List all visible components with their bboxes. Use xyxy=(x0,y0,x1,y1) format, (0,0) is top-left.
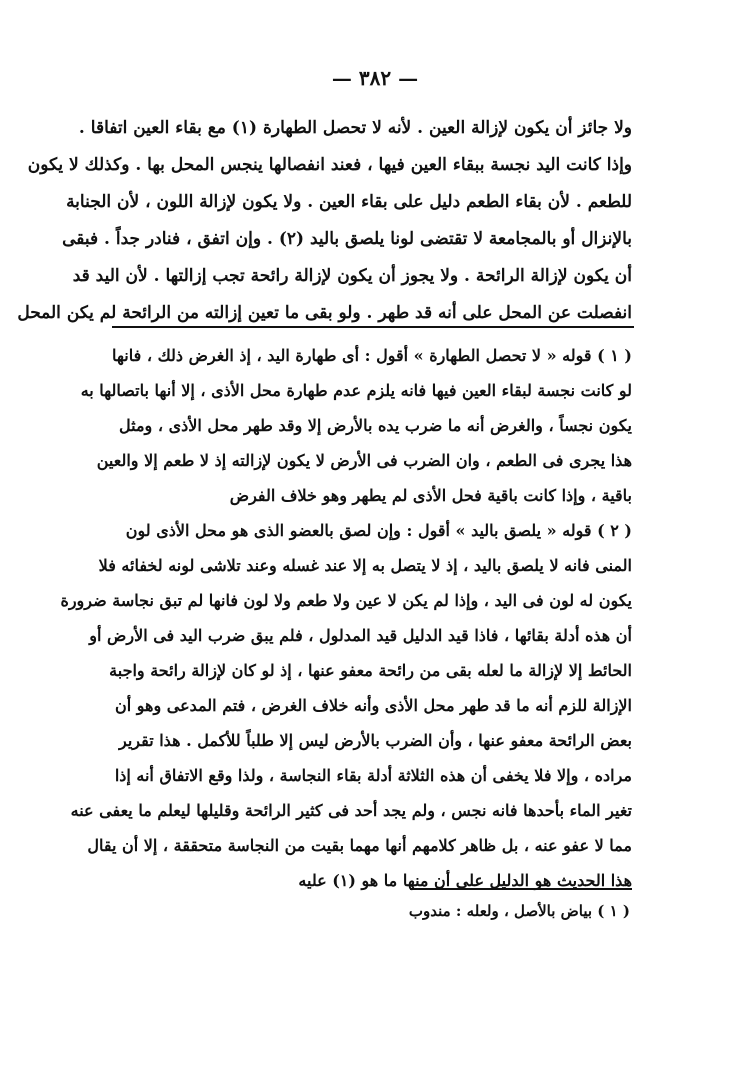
commentary-notes xyxy=(60,338,632,898)
section-divider xyxy=(112,326,634,328)
commentary-line: أن هذه أدلة بقائها ، فاذا قيد الدليل قيد المدلول ، فلم يبق ضرب اليد فى الأرض أو xyxy=(89,626,632,645)
commentary-line: بعض الرائحة معفو عنها ، وأن الضرب بالأرض ليس إلا طلباً للأكمل . هذا تقرير xyxy=(119,731,632,750)
commentary-line: باقية ، وإذا كانت باقية فحل الأذى لم يطهر وهو خلاف الفرض xyxy=(229,486,632,505)
commentary-line: هذا الحديث هو الدليل على أن منها ما هو (١) عليه xyxy=(298,871,632,890)
commentary-line: يكون له لون فى اليد ، وإذا لم يكن لا عين ولا طعم ولا لون فانها لم تبق نجاسة ضرورة xyxy=(60,591,632,610)
commentary-line: ( ١ ) قوله « لا تحصل الطهارة » أقول : أى طهارة اليد ، إذ الغرض ذلك ، فانها xyxy=(112,346,632,365)
commentary-line: المنى فانه لا يلصق باليد ، إذ لا يتصل به إلا عند غسله وعند تلاشى لونه لخفائه فلا xyxy=(98,556,632,575)
commentary-line: مراده ، وإلا فلا يخفى أن هذه الثلاثة أدلة بقاء النجاسة ، ولذا وقع الاتفاق أنه إذا xyxy=(114,766,632,785)
main-text-line: بالإنزال أو بالمجامعة لا تقتضى لونا يلصق باليد (٢) . وإن اتفق ، فنادر جداً . فبقى xyxy=(62,229,632,249)
main-text-line: ولا جائز أن يكون لإزالة العين . لأنه لا تحصل الطهارة (١) مع بقاء العين اتفاقا . xyxy=(78,118,632,138)
commentary-line: الإزالة للزم أنه ما قد طهر محل الأذى وأنه خلاف الغرض ، فتم المدعى وهو أن xyxy=(115,696,632,715)
footnote: ( ١ ) بياض بالأصل ، ولعله : مندوب xyxy=(408,902,630,920)
commentary-line: الحائط إلا لإزالة ما لعله بقى من رائحة معفو عنها ، إذ لو كان لإزالة رائحة واجبة xyxy=(109,661,632,680)
commentary-line: مما لا عفو عنه ، بل ظاهر كلامهم أنها مهما بقيت من النجاسة متحققة ، إلا أن يقال xyxy=(87,836,632,855)
commentary-line: يكون نجساً ، والغرض أنه ما ضرب يده بالأرض إلا وقد طهر محل الأذى ، ومثل xyxy=(119,416,632,435)
commentary-line: هذا يجرى فى الطعم ، وان الضرب فى الأرض لا يكون لإزالته إذ لا طعم إلا والعين xyxy=(96,451,632,470)
main-text-line: انفصلت عن المحل على أنه قد طهر . ولو بقى ما تعين إزالته من الرائحة لم يكن المحل xyxy=(17,303,632,323)
page-number: — ٣٨٢ — xyxy=(331,66,419,90)
commentary-line: ( ٢ ) قوله « يلصق باليد » أقول : وإن لصق بالعضو الذى هو محل الأذى لون xyxy=(125,521,632,540)
main-text xyxy=(17,110,632,332)
main-text-line: للطعم . لأن بقاء الطعم دليل على بقاء العين . ولا يكون لإزالة اللون ، لأن الجنابة xyxy=(66,192,632,212)
commentary-line: لو كانت نجسة لبقاء العين فيها فانه يلزم عدم طهارة محل الأذى ، إلا أنها باتصالها به xyxy=(80,381,632,400)
main-text-line: أن يكون لإزالة الرائحة . ولا يجوز أن يكون لإزالة رائحة تجب إزالتها . لأن اليد قد xyxy=(72,266,632,286)
commentary-line: تغير الماء بأحدها فانه نجس ، ولم يجد أحد فى كثير الرائحة وقليلها ليعلم ما يعفى عنه xyxy=(70,801,632,820)
footnote-divider xyxy=(410,888,632,890)
main-text-line: وإذا كانت اليد نجسة ببقاء العين فيها ، فعند انفصالها ينجس المحل بها . وكذلك لا يكون xyxy=(27,155,632,175)
